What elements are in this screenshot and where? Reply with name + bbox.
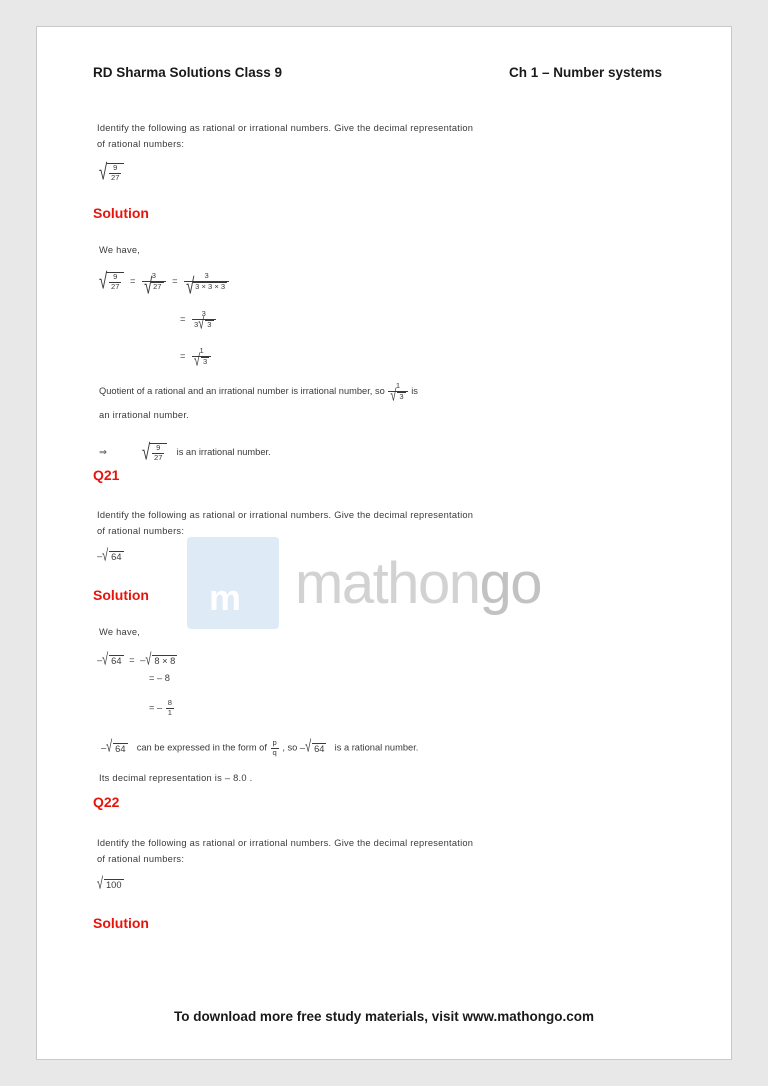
q20-final-statement: ⇒ √ $\frac{9}{27}$ is an irrational number. bbox=[99, 443, 271, 462]
page-footer: To download more free study materials, visit www.mathongo.com bbox=[173, 1009, 595, 1024]
q21-we-have: We have, bbox=[99, 627, 141, 637]
document-page bbox=[36, 26, 732, 1060]
q22-question-text: Identify the following as rational or irrational numbers. Give the decimal representation of rational numbers: bbox=[97, 838, 474, 865]
watermark-logo-box bbox=[187, 537, 279, 629]
question-number-q21: Q21 bbox=[93, 467, 120, 483]
q22-expression: √ 100 bbox=[97, 879, 124, 890]
q21-conclusion: – √ 64 can be expressed in the form of $\frac{p}{q}$ , so – √ 64 is a rational number. bbox=[101, 739, 418, 757]
mathongo-watermark bbox=[187, 532, 657, 642]
watermark-logo-letter: m bbox=[209, 577, 241, 618]
q20-conclusion-line-1: Quotient of a rational and an irrational number is irrational number, so 1 √ 3 is bbox=[99, 382, 418, 401]
q20-solution-label: Solution bbox=[93, 205, 149, 221]
q21-question-text: Identify the following as rational or irrational numbers. Give the decimal representation of rational numbers: bbox=[97, 510, 474, 537]
q21-expression: – √ 64 bbox=[97, 551, 124, 562]
question-number-q22: Q22 bbox=[93, 794, 120, 810]
header-left: RD Sharma Solutions Class 9 bbox=[93, 65, 283, 80]
q21-step-3: = – $\frac{8}{1}$ bbox=[149, 698, 173, 717]
q20-question-text: Identify the following as rational or irrational numbers. Give the decimal representation of rational numbers: bbox=[97, 123, 474, 150]
q20-expression: √ $\frac{9}{27}$ bbox=[99, 163, 124, 182]
q20-step-2: = $\frac{3}{3 √ 3}$ bbox=[177, 310, 217, 329]
q21-decimal-representation: Its decimal representation is – 8.0 . bbox=[99, 773, 253, 783]
q20-step-3: = 1 √ 3 bbox=[177, 347, 212, 366]
header-right: Ch 1 – Number systems bbox=[509, 65, 663, 80]
q20-step-1: √ $\frac{9}{27}$ = 3 √ 27 = 3 √ 3 × 3 × 3 bbox=[99, 272, 230, 291]
q22-solution-label: Solution bbox=[93, 915, 149, 931]
q20-we-have: We have, bbox=[99, 245, 141, 255]
q20-conclusion-line-2: an irrational number. bbox=[99, 410, 190, 420]
watermark-text: mathongo bbox=[295, 551, 541, 616]
q21-step-2: = – 8 bbox=[149, 673, 170, 683]
q21-step-1: – √ 64 = – √ 8 × 8 bbox=[97, 655, 177, 666]
q21-solution-label: Solution bbox=[93, 587, 149, 603]
